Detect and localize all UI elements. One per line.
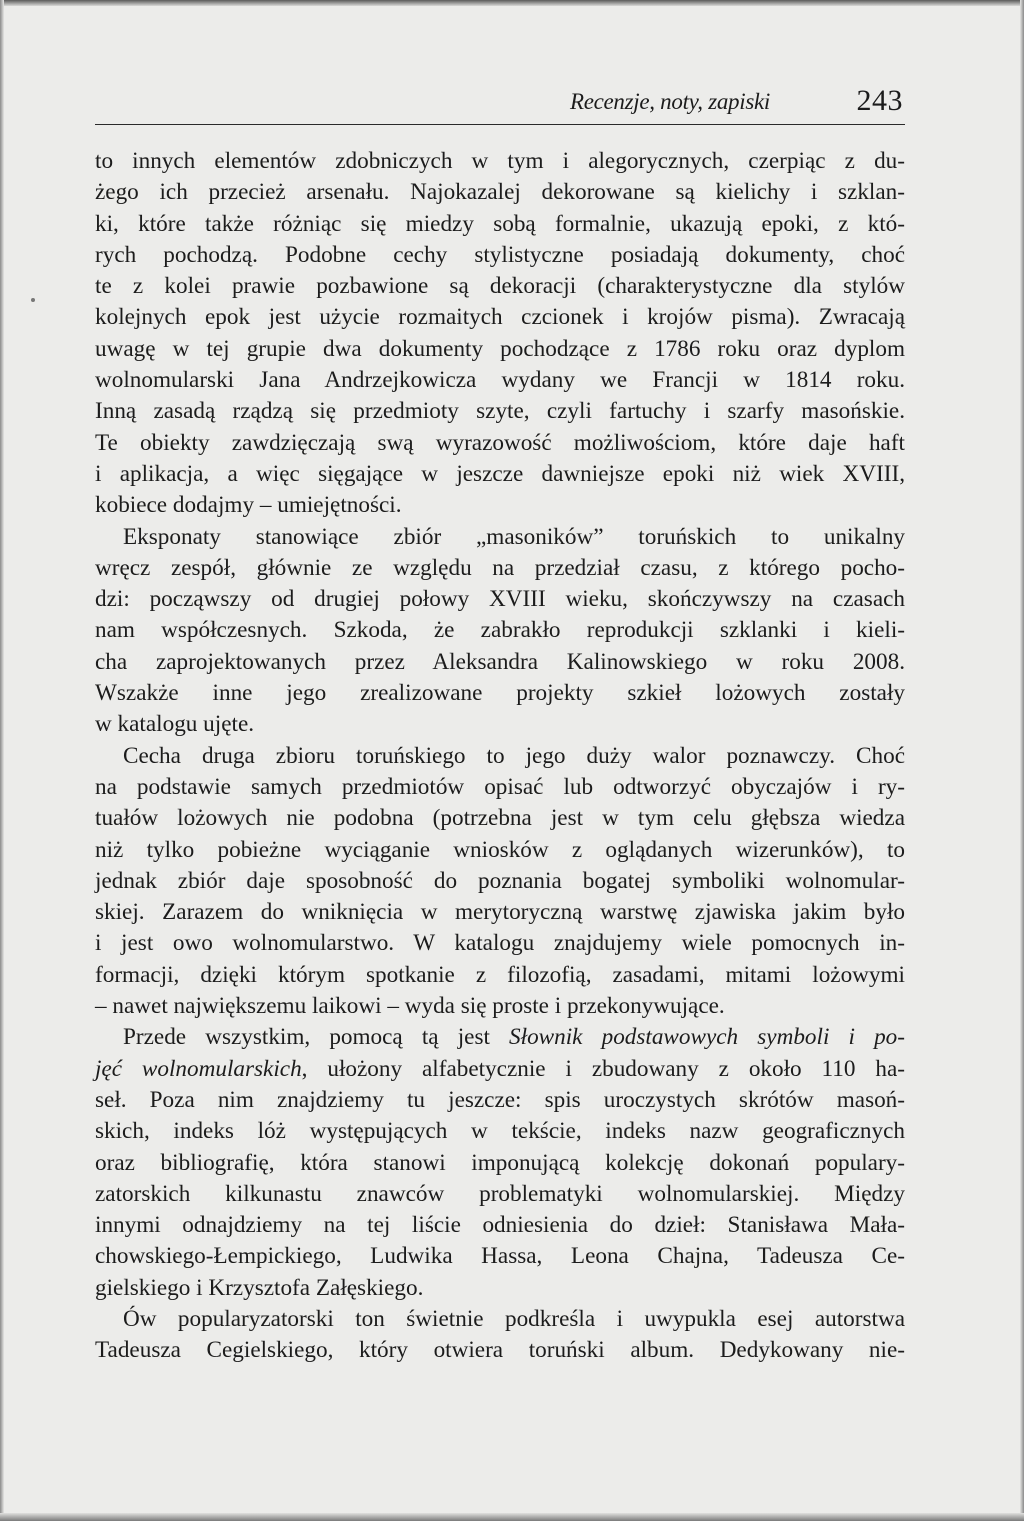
text-line: Ów popularyzatorski ton świetnie podkreśla i uwypukla esej autorstwa [123,1305,905,1332]
book-title-italic: jęć wolnomularskich [95,1055,302,1082]
text-line: kobiece dodajmy – umiejętności. [95,492,402,519]
text-line: skiej. Zarazem do wniknięcia w merytoryczną warstwę zjawiska jakim było [95,899,905,926]
text-line: i aplikacja, a więc sięgające w jeszcze dawniejsze epoki niż wiek XVIII, [95,460,905,487]
text-line: Tadeusza Cegielskiego, który otwiera toruński album. Dedykowany nie- [95,1337,905,1364]
text-line: jednak zbiór daje sposobność do poznania bogatej symboliki wolnomular- [95,867,905,894]
text-line: skich, indeks lóż występujących w tekście, indeks nazw geograficznych [95,1118,905,1145]
paragraph [95,146,905,522]
running-head [95,84,905,125]
text-line: nam współczesnych. Szkoda, że zabrakło reprodukcji szklanki i kieli- [95,617,905,644]
text-line: tuałów lożowych nie podobna (potrzebna jest w tym celu głębsza wiedza [95,805,905,832]
text-line: ki, które także różniąc się miedzy sobą formalnie, ukazują epoki, z któ- [95,210,905,237]
text-line: jęć wolnomularskich, ułożony alfabetycznie i zbudowany z około 110 ha- [95,1055,905,1082]
text-line: Inną zasadą rządzą się przedmioty szyte, czyli fartuchy i szarfy masońskie. [95,398,905,425]
text-line: Eksponaty stanowiące zbiór „masoników” toruńskich to unikalny [123,523,905,550]
page-number: 243 [856,84,903,117]
text-line: te z kolei prawie pozbawione są dekoracji (charakterystyczne dla stylów [95,273,905,300]
scan-edge-left [0,0,4,1521]
scan-speck [31,298,35,302]
paragraph [95,741,905,1023]
text-line: – nawet największemu laikowi – wyda się proste i przekonywujące. [95,993,725,1020]
running-title: Recenzje, noty, zapiski [569,89,770,114]
text-line: to innych elementów zdobniczych w tym i alegorycznych, czerpiąc z du- [95,148,905,174]
text-line: żego ich przecież arsenału. Najokazalej dekorowane są kielichy i szklan- [95,179,905,206]
scan-edge-top [0,0,1024,6]
text-line: oraz bibliografię, która stanowi imponującą kolekcję dokonań populary- [95,1149,905,1176]
text-line: rych pochodzą. Podobne cechy stylistyczne posiadają dokumenty, choć [95,241,905,268]
text-line: wolnomularski Jana Andrzejkowicza wydany we Francji w 1814 roku. [95,367,905,394]
paragraph [95,1022,905,1304]
text-line: wręcz zespół, głównie ze względu na przedział czasu, z którego pocho- [95,554,905,581]
body-text [95,146,905,1367]
text-line: innymi odnajdziemy na tej liście odniesienia do dzieł: Stanisława Mała- [95,1212,905,1239]
text-line: zatorskich kilkunastu znawców problematyki wolnomularskiej. Między [95,1180,905,1207]
text-line: niż tylko pobieżne wyciąganie wniosków z oglądanych wizerunków), to [95,836,905,863]
text-line: na podstawie samych przedmiotów opisać lub odtworzyć obyczajów i ry- [95,773,905,800]
text-line: i jest owo wolnomularstwo. W katalogu znajdujemy wiele pomocnych in- [95,930,905,957]
paragraph [95,522,905,741]
book-page [95,84,905,1367]
text-line: Te obiekty zawdzięczają swą wyrazowość możliwościom, które daje haft [95,429,905,456]
text-line: formacji, dzięki którym spotkanie z filozofią, zasadami, mitami lożowymi [95,961,905,988]
text-line: Wszakże inne jego zrealizowane projekty szkieł lożowych zostały [95,680,905,707]
text-line: Cecha druga zbioru toruńskiego to jego duży walor poznawczy. Choć [123,742,905,769]
text-line: cha zaprojektowanych przez Aleksandra Kalinowskiego w roku 2008. [95,648,905,675]
text-line: chowskiego-Łempickiego, Ludwika Hassa, Leona Chajna, Tadeusza Ce- [95,1243,905,1270]
scan-edge-bottom [0,1513,1024,1521]
scan-edge-right [1020,0,1024,1521]
text-line: uwagę w tej grupie dwa dokumenty pochodzące z 1786 roku oraz dyplom [95,335,905,362]
text-line: Przede wszystkim, pomocą tą jest Słownik podstawowych symboli i po- [123,1024,905,1051]
text-line: kolejnych epok jest użycie rozmaitych czcionek i krojów pisma). Zwracają [95,304,905,331]
text-line: gielskiego i Krzysztofa Załęskiego. [95,1274,424,1301]
text-line: dzi: począwszy od drugiej połowy XVIII wieku, skończywszy na czasach [95,586,905,613]
paragraph [95,1304,905,1367]
text-line: seł. Poza nim znajdziemy tu jeszcze: spis uroczystych skrótów masoń- [95,1086,905,1113]
book-title-italic: Słownik podstawowych symboli i po- [509,1024,905,1051]
text-line: w katalogu ujęte. [95,711,255,738]
